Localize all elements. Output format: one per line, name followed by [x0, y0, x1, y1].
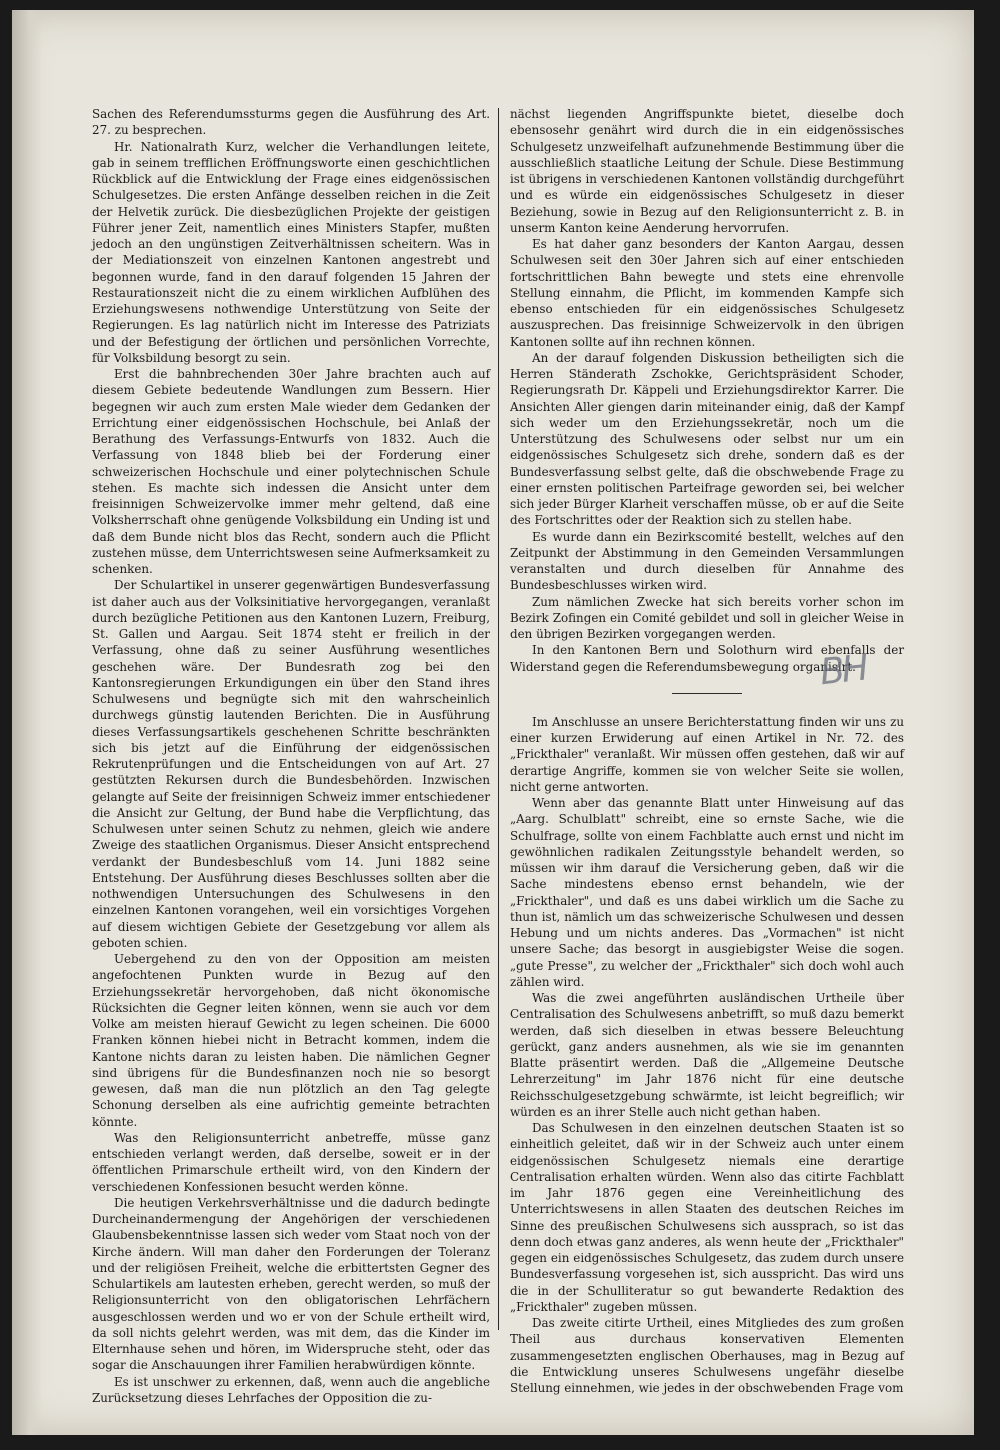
paragraph: Hr. Nationalrath Kurz, welcher die Verhandlungen leitete, gab in seinem trefflichen Eröffnungsworte einen geschichtlichen Rückblick auf die Entwicklung der Frage eines eidgenössischen Schulgesetzes. Die ersten Anfänge desselben reichen in die Zeit der Helvetik zurück. Die diesbezüglichen Projekte der geistigen Führer jener Zeit, namentlich eines Ministers Stapfer, mußten jedoch an den ungünstigen Zeitverhältnissen scheitern. Was in der Mediationszeit von einzelnen Kantonen angestrebt und begonnen wurde, fand in den darauf folgenden 15 Jahren der Restaurationszeit nicht die zu einem wirklichen Aufblühen des Erziehungswesens nothwendige Unterstützung von Seite der Regierungen. Es lag natürlich nicht im Interesse des Patriziats und der Befestigung der örtlichen und persönlichen Vorrechte, für Volksbildung besorgt zu sein. — [92, 139, 490, 365]
paragraph: An der darauf folgenden Diskussion betheiligten sich die Herren Ständerath Zschokke, Gerichtspräsident Schoder, Regierungsrath Dr. Käppeli und Erziehungsdirektor Karrer. Die Ansichten Aller giengen darin miteinander einig, daß der Kampf sich weder um den Erziehungssekretär, noch um die Unterstützung des Schulwesens oder selbst nur um ein eidgenössisches Schulgesetz sich drehe, sondern daß es der Bundesverfassung selbst gelte, daß die obschwebende Frage zu einer ernsten politischen Parteifrage geworden sei, bei welcher sich jeder Bürger Klarheit verschaffen müsse, ob er auf die Seite des Fortschrittes oder der Reaktion sich zu stellen habe. — [510, 350, 904, 528]
paragraph: Was die zwei angeführten ausländischen Urtheile über Centralisation des Schulwesens anbetrifft, so muß dazu bemerkt werden, daß sich dieselben in etwas bessere Beleuchtung gerückt, ganz anders ausnehmen, als wie sie im genannten Blatte präsentirt werden. Daß die „Allgemeine Deutsche Lehrerzeitung" im Jahr 1876 nicht für eine deutsche Reichsschulgesetzgebung schwärmte, ist leicht begreiflich; wir würden es an ihrer Stelle auch nicht gethan haben. — [510, 991, 904, 1119]
paragraph: Erst die bahnbrechenden 30er Jahre brachten auch auf diesem Gebiete bedeutende Wandlungen zum Bessern. Hier begegnen wir auch zum ersten Male wieder dem Gedanken der Errichtung einer eidgenössischen Hochschule, bei Anlaß der Berathung des Verfassungs-Entwurfs von 1832. Auch die Verfassung von 1848 blieb bei der Forderung einer schweizerischen Hochschule und einer polytechnischen Schule stehen. Es machte sich indessen die Ansicht unter dem freisinnigen Schweizervolke immer mehr geltend, daß eine Volksherrschaft ohne genügende Volksbildung ein Unding ist und daß dem Bunde nicht blos das Recht, sondern auch die Pflicht zustehen müsse, dem Unterrichtswesen seine Aufmerksamkeit zu schenken. — [92, 367, 490, 576]
paragraph: Sachen des Referendumssturms gegen die Ausführung des Art. 27. zu besprechen. — [92, 107, 490, 138]
paragraph: Im Anschlusse an unsere Berichterstattung finden wir uns zu einer kurzen Erwiderung auf einen Artikel in Nr. 72. des „Frickthaler" veranlaßt. Wir müssen offen gestehen, daß wir auf derartige Angriffe, kommen sie von welcher Seite sie wollen, nicht gerne antworten. — [510, 714, 904, 794]
section-separator — [672, 693, 742, 694]
newspaper-page — [12, 10, 974, 1435]
left-column — [92, 106, 490, 1406]
column-rule — [498, 108, 499, 1330]
paragraph: Zum nämlichen Zwecke hat sich bereits vorher schon im Bezirk Zofingen ein Comité gebildet und soll in gleicher Weise in den übrigen Bezirken vorgegangen werden. — [510, 594, 904, 641]
paragraph: Es ist unschwer zu erkennen, daß, wenn auch die angebliche Zurücksetzung dieses Lehrfaches der Opposition die zu- — [92, 1374, 490, 1405]
paragraph: Was den Religionsunterricht anbetreffe, müsse ganz entschieden verlangt werden, daß derselbe, soweit er in der öffentlichen Primarschule ertheilt wird, von den Kindern der verschiedenen Konfessionen besucht werden könne. — [92, 1130, 490, 1194]
paragraph: Uebergehend zu den von der Opposition am meisten angefochtenen Punkten wurde in Bezug auf den Erziehungssekretär hervorgehoben, daß nicht ökonomische Rücksichten die Gegner leiten können, wenn sie auch vor dem Volke am meisten hierauf Gewicht zu legen scheinen. Die 6000 Franken können hiebei nicht in Betracht kommen, indem die Kantone nichts daran zu leisten haben. Die nämlichen Gegner sind übrigens für die Bundesfinanzen noch nie so besorgt gewesen, daß man die nun plötzlich an den Tag gelegte Schonung derselben als eine aufrichtig gemeinte betrachten könnte. — [92, 952, 490, 1129]
handwritten-annotation: BH — [817, 647, 868, 694]
right-column — [510, 106, 904, 1396]
paragraph: Der Schulartikel in unserer gegenwärtigen Bundesverfassung ist daher auch aus der Volksinitiative hervorgegangen, veranlaßt durch bezügliche Petitionen aus den Kantonen Luzern, Freiburg, St. Gallen und Aargau. Seit 1874 steht er freilich in der Verfassung, ohne daß zu seiner Ausführung wesentliches geschehen wäre. Der Bundesrath zog bei den Kantonsregierungen Erkundigungen ein über den Stand ihres Schulwesens und begnügte sich mit den wahrscheinlich durchwegs günstig lautenden Berichten. Die in Ausführung dieses Verfassungsartikels geschehenen Schritte beschränkten sich bis jetzt auf die Einführung der eidgenössischen Rekrutenprüfungen und die Entscheidungen von auf Art. 27 gestützten Rekursen durch die Bundesbehörden. Inzwischen gelangte auf Seite der freisinnigen Schweiz immer entschiedener die Ansicht zur Geltung, der Bund habe die Verpflichtung, das Schulwesen unter seinen Schutz zu nehmen, gleich wie andere Zweige des staatlichen Organismus. Dieser Ansicht entsprechend verdankt der Bundesbeschluß vom 14. Juni 1882 seine Entstehung. Der Ausführung dieses Beschlusses sollten aber die nothwendigen Untersuchungen des Schulwesens in den einzelnen Kantonen vorangehen, weil ein vorsichtiges Vorgehen auf diesem wichtigen Gebiete der Gesetzgebung vor allem als geboten schien. — [92, 578, 490, 950]
page-fold-shadow — [12, 10, 42, 1435]
paragraph: Die heutigen Verkehrsverhältnisse und die dadurch bedingte Durcheinandermengung der Angehörigen der verschiedenen Glaubensbekenntnisse lassen sich weder vom Staat noch von der Kirche ändern. Will man daher den Forderungen der Toleranz und der religiösen Freiheit, welche die erbittertsten Gegner des Schulartikels am lautesten erheben, gerecht werden, so muß der Religionsunterricht von den obligatorischen Lehrfächern ausgeschlossen werden und wo er von der Schule ertheilt wird, da soll nichts gelehrt werden, was mit dem, das die Kinder im Elternhause sehen und hören, im Widerspruche steht, oder das sogar die Anschauungen ihrer Familien herabwürdigen könnte. — [92, 1195, 490, 1373]
paragraph: Wenn aber das genannte Blatt unter Hinweisung auf das „Aarg. Schulblatt" schreibt, eine so ernste Sache, wie die Schulfrage, sollte von einem Fachblatte auch ernst und nicht im gewöhnlichen radikalen Zeitungsstyle behandelt werden, so müssen wir ihm darauf die Versicherung geben, daß wir die Sache mindestens ebenso ernst behandeln, wie der „Frickthaler", und daß es uns dabei wirklich um die Sache zu thun ist, nämlich um das schweizerische Schulwesen und dessen Hebung und um nichts anderes. Das „Vormachen" ist nicht unsere Sache; das besorgt in ausgiebigster Weise die sogen. „gute Presse", zu welcher der „Frickthaler" sich doch wohl auch zählen wird. — [510, 796, 904, 989]
paragraph: Es wurde dann ein Bezirkscomité bestellt, welches auf den Zeitpunkt der Abstimmung in den Gemeinden Versammlungen veranstalten und durch dieselben für Annahme des Bundesbeschlusses wirken wird. — [510, 529, 904, 593]
paragraph: Das Schulwesen in den einzelnen deutschen Staaten ist so einheitlich geleitet, daß wir in der Schweiz auch unter einem eidgenössischen Schulgesetz niemals eine derartige Centralisation erhalten würden. Wenn also das citirte Fachblatt im Jahr 1876 gegen eine Vereinheitlichung des Unterrichtswesens in allen Staaten des deutschen Reiches im Sinne des preußischen Schulwesens sich aussprach, so ist das denn doch etwas ganz anderes, als wenn heute der „Frickthaler" gegen ein eidgenössisches Schulgesetz, das zudem durch unsere Bundesverfassung vorgesehen ist, sich ausspricht. Das wird uns die in der Schulliteratur so gut bewanderte Redaktion des „Frickthaler" zugeben müssen. — [510, 1121, 904, 1314]
paragraph: Das zweite citirte Urtheil, eines Mitgliedes des zum großen Theil aus durchaus konservativen Elementen zusammengesetzten englischen Oberhauses, mag in Bezug auf die Entwicklung unseres Schulwesens ungefähr dieselbe Stellung einnehmen, wie jedes in der obschwebenden Frage vom — [510, 1316, 904, 1395]
paragraph: nächst liegenden Angriffspunkte bietet, dieselbe doch ebensosehr genährt wird durch die in ein eidgenössisches Schulgesetz unzweifelhaft aufzunehmende Bestimmung über die ausschließlich staatliche Leitung der Schule. Diese Bestimmung ist übrigens in verschiedenen Kantonen vollständig durchgeführt und es würde ein eidgenössisches Schulgesetz in dieser Beziehung, sowie in Bezug auf den Religionsunterricht z. B. in unserm Kanton keine Aenderung hervorrufen. — [510, 107, 904, 235]
paragraph: In den Kantonen Bern und Solothurn wird ebenfalls der Widerstand gegen die Referendumsbewegung organisirt. — [510, 643, 904, 674]
paragraph: Es hat daher ganz besonders der Kanton Aargau, dessen Schulwesen seit den 30er Jahren sich auf einer entschieden fortschrittlichen Bahn bewegte und stets eine ehrenvolle Stellung einnahm, die Pflicht, im kommenden Kampfe sich ebenso entschieden für ein eidgenössisches Schulgesetz auszusprechen. Das freisinnige Schweizervolk in den übrigen Kantonen sollte auf ihn rechnen können. — [510, 237, 904, 349]
